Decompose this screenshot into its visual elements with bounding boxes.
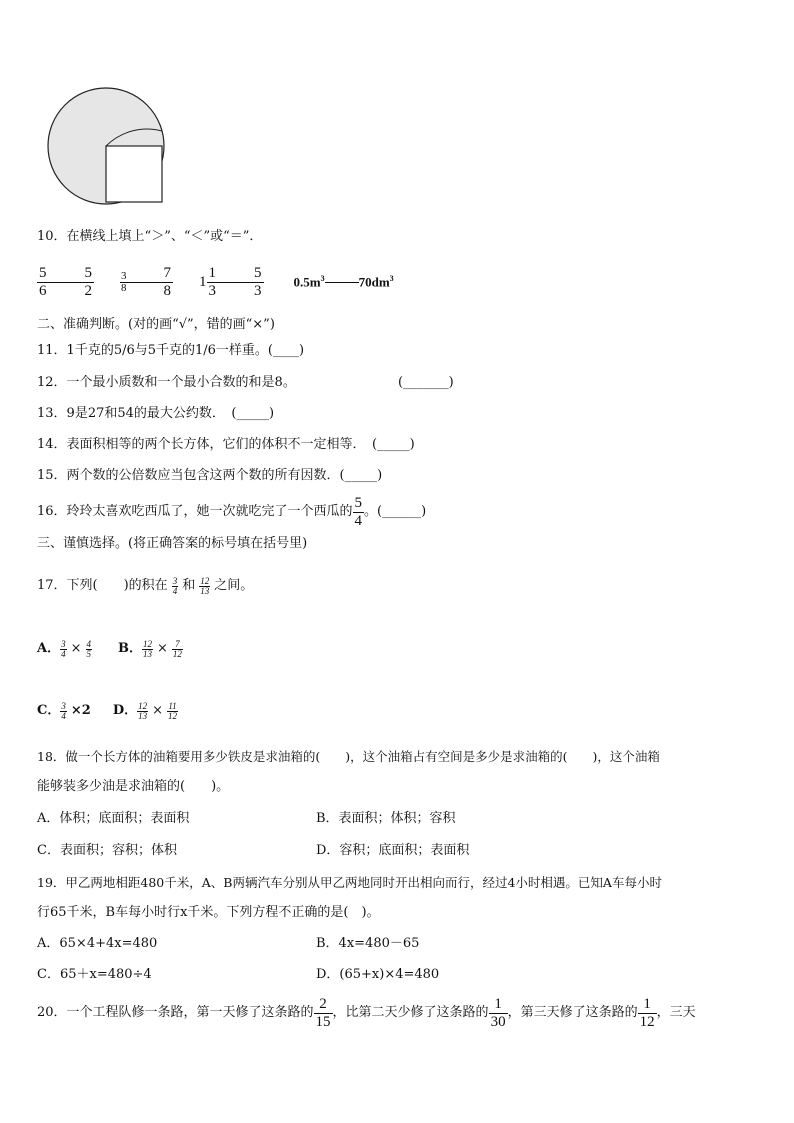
question-17-options-cd [37, 698, 178, 724]
fraction: $\frac{1}{30}$ [490, 995, 506, 1030]
fraction: $\frac{3}{4}$ [61, 638, 66, 659]
answer-blank[interactable] [218, 282, 252, 283]
question-16: 16．玲玲太喜欢吃西瓜了，她一次就吃完了一个西瓜的 $\frac{5}{4}$ 。(______) [37, 494, 427, 529]
question-18-line1: 18．做一个长方体的油箱要用多少铁皮是求油箱的( )，这个油箱占有空间是多少是求油箱的( )，这个油箱 [37, 749, 660, 764]
fraction: $\frac{3}{4}$ [172, 575, 178, 596]
fraction: $\frac{5}{3}$ [254, 264, 262, 299]
question-12: 12．一个最小质数和一个最小合数的和是8。 [37, 375, 296, 390]
question-20: 20．一个工程队修一条路，第一天修了这条路的 $\frac{2}{15}$ ，比第二天少修了这条路的 $\frac{1}{30}$ ，第三天修了这条路的 $\frac{1}{12}$ ，三天 [37, 995, 696, 1030]
option-b[interactable]: B．4x=480－65 [316, 936, 420, 951]
fraction: $\frac{11}{12}$ [168, 700, 177, 721]
answer-blank[interactable] [128, 282, 162, 283]
section-3-heading: 三、谨慎选择。(将正确答案的标号填在括号里) [37, 536, 308, 551]
fraction: $\frac{5}{6}$ [39, 264, 47, 299]
fraction: $\frac{3}{8}$ [121, 269, 127, 294]
fraction: $\frac{1}{3}$ [208, 264, 216, 299]
circle-square-figure [44, 86, 170, 208]
question-19-line2: 行65千米，B车每小时行x千米。下列方程不正确的是( )。 [37, 905, 380, 920]
question-17-options-ab [37, 636, 183, 662]
inner-square [106, 146, 162, 202]
option-a[interactable]: A． $\frac{3}{4}$ × $\frac{4}{5}$ [37, 638, 91, 659]
question-17: 17．下列( )的积在 $\frac{3}{4}$ 和 $\frac{12}{13}$ 之间。 [37, 575, 254, 596]
option-a[interactable]: A．65×4+4x=480 [37, 936, 158, 951]
unit-compare: $0.5m^3$ [293, 273, 325, 290]
option-b[interactable]: B． $\frac{12}{13}$ × $\frac{7}{12}$ [118, 638, 182, 659]
fraction: $\frac{7}{8}$ [163, 264, 171, 299]
option-d[interactable]: D． $\frac{12}{13}$ × $\frac{11}{12}$ [112, 700, 177, 721]
question-11: 11．1千克的5/6与5千克的1/6一样重。(____) [37, 343, 305, 358]
option-a[interactable]: A．体积；底面积；表面积 [37, 811, 190, 826]
fraction: $\frac{2}{15}$ [315, 995, 331, 1030]
answer-blank[interactable] [49, 282, 83, 283]
option-c[interactable]: C． $\frac{3}{4}$ ×2 [37, 700, 91, 721]
option-d[interactable]: D．(65+x)×4=480 [316, 967, 440, 982]
q10-items [37, 262, 394, 302]
fraction: $\frac{5}{2}$ [84, 264, 92, 299]
fraction: $\frac{12}{13}$ [200, 575, 210, 596]
fraction: $\frac{1}{12}$ [639, 995, 655, 1030]
question-12-blank[interactable]: (_______) [398, 375, 454, 390]
fraction: $\frac{12}{13}$ [138, 700, 148, 721]
fraction: $\frac{3}{4}$ [61, 700, 66, 721]
question-14: 14．表面积相等的两个长方体，它们的体积不一定相等． (_____) [37, 437, 415, 452]
question-15: 15．两个数的公倍数应当包含这两个数的所有因数．(_____) [37, 468, 383, 483]
question-19-line1: 19．甲乙两地相距480千米，A、B两辆汽车分别从甲乙两地同时开出相向而行，经过4小时相遇。已知A车每小时 [37, 875, 662, 890]
fraction: $\frac{4}{5}$ [86, 638, 91, 659]
answer-blank[interactable] [325, 282, 359, 283]
whole-number: 1 [199, 273, 207, 290]
option-c[interactable]: C．65＋x=480÷4 [37, 967, 152, 982]
fraction: $\frac{12}{13}$ [143, 638, 152, 659]
option-c[interactable]: C．表面积；容积；体积 [37, 843, 177, 858]
question-13: 13．9是27和54的最大公约数． (_____) [37, 406, 275, 421]
fraction: $\frac{7}{12}$ [172, 638, 182, 659]
section-2-heading: 二、准确判断。(对的画“√”，错的画“×”) [37, 317, 275, 332]
unit-compare: $70dm^3$ [358, 273, 394, 290]
option-b[interactable]: B．表面积；体积；容积 [316, 811, 456, 826]
option-d[interactable]: D．容积；底面积；表面积 [316, 843, 470, 858]
fraction: $\frac{5}{4}$ [354, 494, 363, 529]
q10-text: 10．在横线上填上“＞”、“＜”或“＝”． [37, 229, 263, 244]
question-18-line2: 能够装多少油是求油箱的( )。 [37, 779, 230, 794]
